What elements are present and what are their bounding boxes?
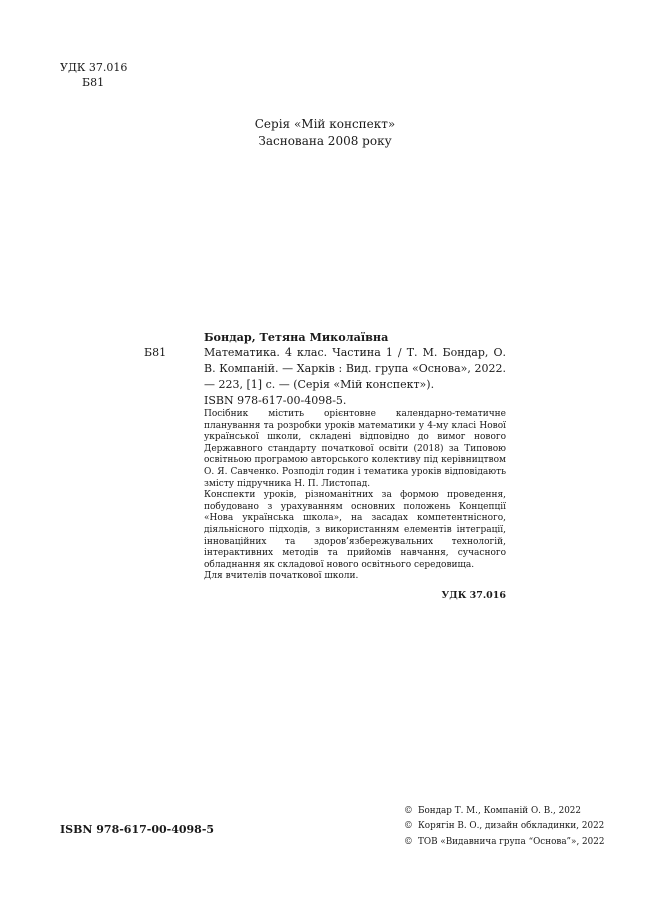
copyright-line — [404, 804, 604, 819]
series-title: Серія «Мій конспект» — [254, 117, 396, 131]
annotation-paragraph: Посібник містить орієнтовне календарно-тематичне планування та розробки уроків математики у 4-му класі Нової української школи, складені відповідно до вимог нового Державного стандарту початкової освіти (2018) за Типовою освітньою програмою авторського колективу під керівництвом О. Я. Савченко. Розподіл годин і тематика уроків відповідають змісту підручника Н. П. Листопад. — [204, 409, 506, 489]
catalog-card — [144, 329, 506, 603]
udk-code: УДК 37.016 — [60, 61, 128, 74]
card-sign: Б81 — [144, 346, 167, 359]
copyright-line — [404, 819, 604, 834]
series-block — [0, 116, 650, 150]
card-bib-row — [144, 345, 506, 393]
card-isbn: ISBN 978-617-00-4098-5. — [204, 394, 347, 407]
copyright-block — [404, 804, 604, 850]
copyright-icon: © — [404, 821, 413, 832]
udk-header — [60, 60, 127, 90]
card-udk: УДК 37.016 — [441, 589, 506, 601]
card-bibliographic-description: Математика. 4 клас. Частина 1 / Т. М. Бондар, О. В. Компаній. — Харків : Вид. група «Основа», 2022. — 223, [1] с. — (Серія «Мій конспект»). — [204, 346, 506, 391]
isbn-footer: ISBN 978-617-00-4098-5 — [60, 823, 215, 836]
copyright-text: Корягін В. О., дизайн обкладинки, 2022 — [418, 821, 605, 832]
copyright-text: ТОВ «Видавнича група “Основа”», 2022 — [418, 836, 605, 847]
annotation-paragraph: Для вчителів початкової школи. — [204, 571, 359, 582]
copyright-icon: © — [404, 836, 413, 847]
card-annotation — [204, 409, 506, 583]
copyright-line — [404, 835, 604, 850]
author-sign: Б81 — [82, 76, 105, 89]
copyright-icon: © — [404, 806, 413, 816]
annotation-paragraph: Конспекти уроків, різноманітних за формою проведення, побудовано з урахуванням основних положень Концепції «Нова українська школа», на засадах компетентнісного, діяльнісного підходів, з використанням елементів інтеграції, інноваційних та здоров’язбережувальних технологій, інтерактивних методів та прийомів навчання, сучасного обладнання як складової нового освітнього середовища. — [204, 490, 506, 570]
copyright-text: Бондар Т. М., Компаній О. В., 2022 — [418, 806, 582, 816]
series-founded: Заснована 2008 року — [258, 134, 392, 148]
card-author: Бондар, Тетяна Миколаївна — [204, 330, 389, 344]
